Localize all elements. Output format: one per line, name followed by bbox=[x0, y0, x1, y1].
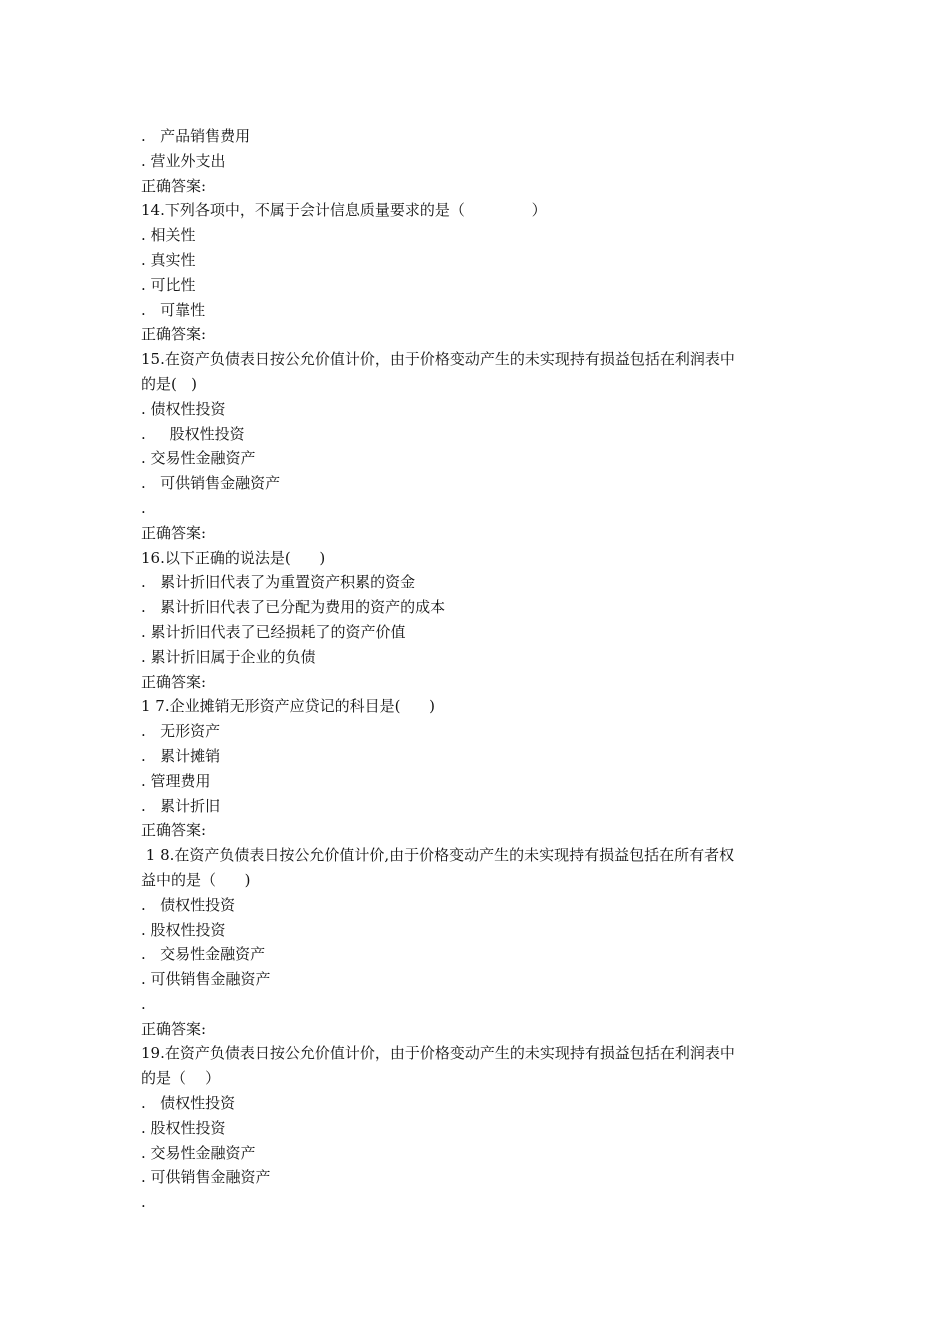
question-text: 14.下列各项中，不属于会计信息质量要求的是（ ） bbox=[141, 201, 547, 220]
option-item: . 可供销售金融资产 bbox=[141, 1168, 271, 1187]
answer-label: 正确答案: bbox=[141, 821, 207, 840]
option-item: . 累计折旧属于企业的负债 bbox=[141, 647, 316, 666]
answer-label: 正确答案: bbox=[141, 1019, 207, 1038]
answer-label: 正确答案: bbox=[141, 176, 207, 195]
option-item: . 真实性 bbox=[141, 250, 196, 269]
option-item: . 累计折旧代表了已分配为费用的资产的成本 bbox=[141, 598, 446, 617]
option-item: . 可供销售金融资产 bbox=[141, 474, 281, 493]
option-item: . bbox=[141, 994, 146, 1013]
option-item: . 债权性投资 bbox=[141, 895, 236, 914]
option-item: . 管理费用 bbox=[141, 771, 211, 790]
answer-label: 正确答案: bbox=[141, 325, 207, 344]
question-text: 15.在资产负债表日按公允价值计价，由于价格变动产生的未实现持有损益包括在利润表中 bbox=[141, 350, 735, 369]
document-body bbox=[141, 124, 821, 1215]
answer-label: 正确答案: bbox=[141, 523, 207, 542]
question-text: 1 8.在资产负债表日按公允价值计价,由于价格变动产生的未实现持有损益包括在所有者权 bbox=[141, 846, 735, 865]
option-item: . 股权性投资 bbox=[141, 1118, 226, 1137]
option-item: . 股权性投资 bbox=[141, 424, 245, 443]
question-text: 益中的是（ ) bbox=[141, 870, 251, 889]
question-text: 1 7.企业摊销无形资产应贷记的科目是( ) bbox=[141, 697, 435, 716]
option-item: . bbox=[141, 498, 146, 517]
question-text: 的是（ ） bbox=[141, 1069, 221, 1088]
question-text: 的是( ) bbox=[141, 374, 198, 393]
option-item: . 产品销售费用 bbox=[141, 127, 251, 145]
option-item: . 可比性 bbox=[141, 275, 196, 294]
option-item: . 相关性 bbox=[141, 226, 196, 245]
answer-label: 正确答案: bbox=[141, 672, 207, 691]
question-text: 19.在资产负债表日按公允价值计价，由于价格变动产生的未实现持有损益包括在利润表中 bbox=[141, 1044, 735, 1063]
option-item: . 累计折旧代表了已经损耗了的资产价值 bbox=[141, 622, 406, 641]
option-item: . 股权性投资 bbox=[141, 920, 226, 939]
option-item: . 债权性投资 bbox=[141, 399, 226, 418]
option-item: . 累计摊销 bbox=[141, 746, 221, 765]
option-item: . 可供销售金融资产 bbox=[141, 970, 271, 989]
option-item: . 可靠性 bbox=[141, 300, 206, 319]
option-item: . 交易性金融资产 bbox=[141, 449, 256, 468]
option-item: . 交易性金融资产 bbox=[141, 1143, 256, 1162]
question-text: 16.以下正确的说法是( ) bbox=[141, 548, 326, 567]
option-item: . 交易性金融资产 bbox=[141, 945, 266, 964]
option-item: . bbox=[141, 1193, 146, 1212]
option-item: . 累计折旧 bbox=[141, 796, 221, 815]
option-item: . 累计折旧代表了为重置资产积累的资金 bbox=[141, 573, 416, 592]
option-item: . 债权性投资 bbox=[141, 1094, 236, 1113]
option-item: . 营业外支出 bbox=[141, 151, 226, 170]
option-item: . 无形资产 bbox=[141, 722, 221, 741]
